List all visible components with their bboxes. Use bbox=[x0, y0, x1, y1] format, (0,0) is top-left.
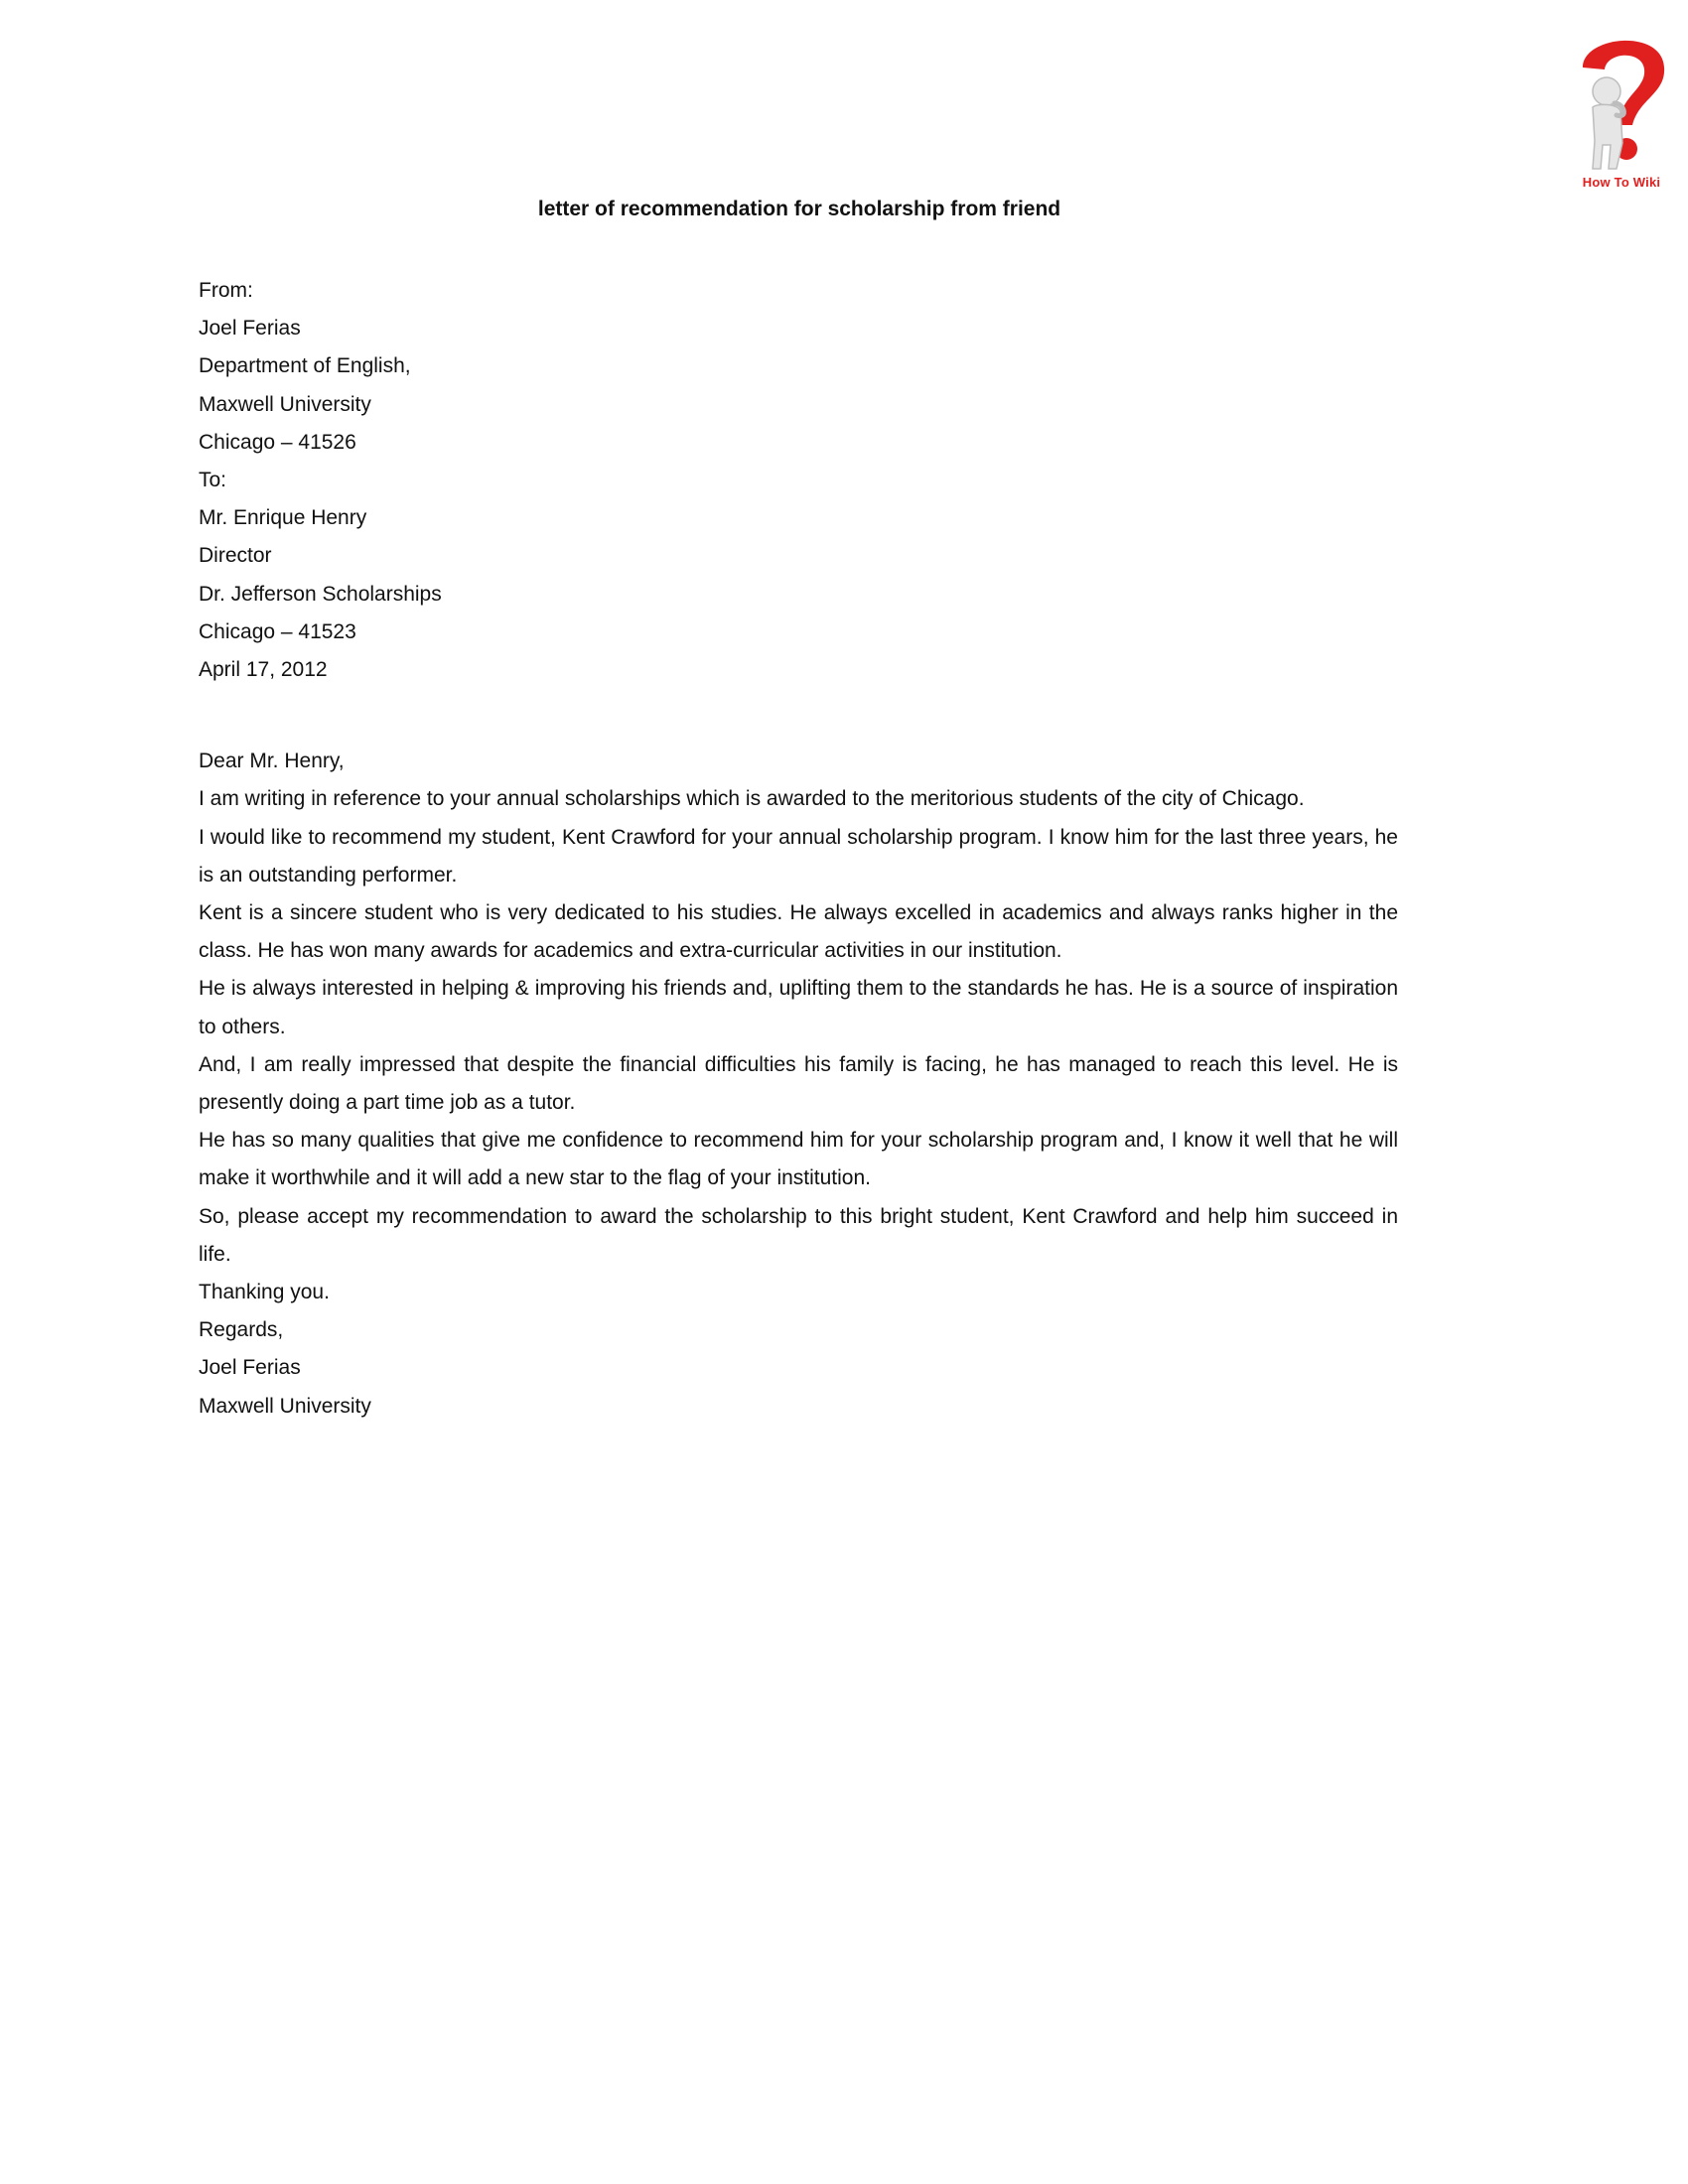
document-title: letter of recommendation for scholarship from friend bbox=[537, 198, 1061, 220]
body-paragraph: He has so many qualities that give me confidence to recommend him for your scholarship program and, I know it well that he will make it worthwhile and it will add a new star to the flag of your institution. bbox=[199, 1129, 1398, 1190]
sender-university: Maxwell University bbox=[199, 392, 371, 416]
recipient-city: Chicago – 41523 bbox=[199, 619, 356, 643]
signature-university: Maxwell University bbox=[199, 1394, 371, 1418]
recipient-title: Director bbox=[199, 544, 272, 568]
letter-date: April 17, 2012 bbox=[199, 658, 328, 682]
recipient-block bbox=[199, 462, 1398, 651]
body-paragraph: I would like to recommend my student, Kent Crawford for your annual scholarship program. I know him for the last three years, he is an outstanding performer. bbox=[199, 825, 1398, 887]
body-paragraph: I am writing in reference to your annual scholarships which is awarded to the meritorious students of the city of Chicago. bbox=[199, 787, 1305, 811]
closing-regards: Regards, bbox=[199, 1318, 284, 1342]
sender-department: Department of English, bbox=[199, 354, 411, 378]
closing-thanks: Thanking you. bbox=[199, 1281, 330, 1304]
sender-name: Joel Ferias bbox=[199, 317, 301, 341]
sender-block bbox=[199, 272, 1398, 462]
body-paragraph: So, please accept my recommendation to award the scholarship to this bright student, Kent Crawford and help him succeed in life. bbox=[199, 1204, 1398, 1266]
letter-body bbox=[199, 272, 1398, 1426]
logo-text: How To Wiki bbox=[1582, 175, 1661, 190]
spacer bbox=[199, 689, 1398, 743]
sender-city: Chicago – 41526 bbox=[199, 430, 356, 454]
recipient-name: Mr. Enrique Henry bbox=[199, 506, 367, 530]
how-to-wiki-logo bbox=[1567, 24, 1676, 203]
recipient-organization: Dr. Jefferson Scholarships bbox=[199, 582, 442, 606]
signature-name: Joel Ferias bbox=[199, 1356, 301, 1380]
sender-label: From: bbox=[199, 279, 253, 302]
body-paragraph: Kent is a sincere student who is very dedicated to his studies. He always excelled in academics and always ranks higher in the class. He has won many awards for academics and extra-curricular activities in our institution. bbox=[199, 901, 1398, 963]
body-paragraph: And, I am really impressed that despite the financial difficulties his family is facing, he has managed to reach this level. He is presently doing a part time job as a tutor. bbox=[199, 1052, 1398, 1115]
salutation: Dear Mr. Henry, bbox=[199, 750, 345, 773]
question-mark-figure-icon bbox=[1567, 24, 1676, 173]
body-paragraph: He is always interested in helping & improving his friends and, uplifting them to the standards he has. He is a source of inspiration to others. bbox=[199, 977, 1398, 1038]
recipient-label: To: bbox=[199, 469, 227, 492]
